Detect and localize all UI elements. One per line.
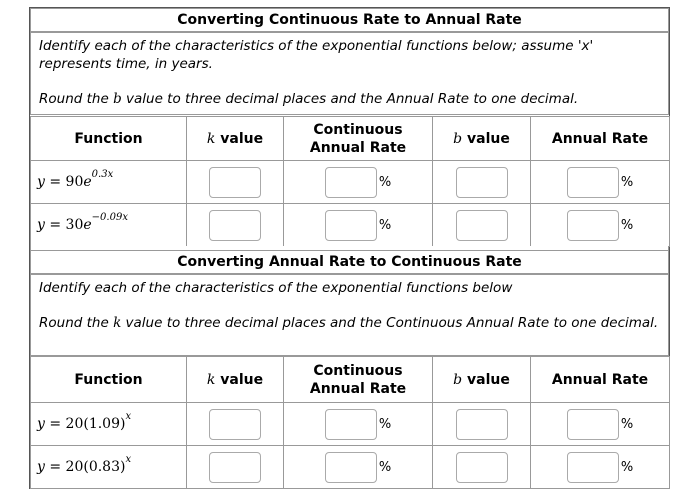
annual-rate-input[interactable]: [567, 452, 619, 483]
function-header: Function: [31, 357, 187, 403]
continuous-rate-input[interactable]: [325, 210, 377, 241]
b-value-input[interactable]: [456, 210, 508, 241]
function-expression: $y = 20(0.83)^x$: [31, 446, 187, 489]
percent-unit: %: [378, 174, 392, 190]
section2-title: Converting Annual Rate to Continuous Rate: [30, 250, 669, 274]
percent-unit: %: [378, 217, 392, 233]
function-expression: $y = 30e^{-0.09x}$: [31, 204, 187, 247]
section2-round-text: Round the k value to three decimal places and the Continuous Annual Rate to one decimal.: [39, 315, 659, 331]
k-value-input[interactable]: [209, 452, 261, 483]
percent-unit: %: [620, 217, 634, 233]
table-row: [31, 204, 670, 247]
table-row: [31, 161, 670, 204]
section1-round-text: Round the b value to three decimal places and the Annual Rate to one decimal.: [39, 91, 579, 107]
k-value-header: k value: [187, 357, 284, 403]
section1-table: [30, 116, 670, 247]
percent-unit: %: [620, 459, 634, 475]
table-row: [31, 403, 670, 446]
continuous-rate-input[interactable]: [325, 409, 377, 440]
b-value-header: b value: [433, 357, 531, 403]
function-expression: $y = 90e^{0.3x}$: [31, 161, 187, 204]
continuous-rate-header: Continuous Annual Rate: [284, 117, 433, 161]
function-expression: $y = 20(1.09)^x$: [31, 403, 187, 446]
k-value-input[interactable]: [209, 167, 261, 198]
percent-unit: %: [378, 459, 392, 475]
annual-rate-input[interactable]: [567, 409, 619, 440]
k-value-input[interactable]: [209, 210, 261, 241]
section2-table: [30, 356, 670, 489]
section1-title: Converting Continuous Rate to Annual Rate: [30, 8, 669, 32]
b-value-input[interactable]: [456, 452, 508, 483]
percent-unit: %: [620, 416, 634, 432]
table-row: [31, 446, 670, 489]
percent-unit: %: [620, 174, 634, 190]
percent-unit: %: [378, 416, 392, 432]
annual-rate-header: Annual Rate: [531, 117, 670, 161]
continuous-rate-input[interactable]: [325, 452, 377, 483]
k-value-header: k value: [187, 117, 284, 161]
annual-rate-input[interactable]: [567, 167, 619, 198]
annual-rate-input[interactable]: [567, 210, 619, 241]
section1-instructions: [30, 32, 669, 115]
section1-instruction-text: Identify each of the characteristics of the exponential functions below; assume 'x' represents time, in years.: [39, 38, 594, 72]
section2-header-row: [31, 357, 670, 403]
function-header: Function: [31, 117, 187, 161]
section1-header-row: [31, 117, 670, 161]
b-value-input[interactable]: [456, 167, 508, 198]
section2-instruction-text: Identify each of the characteristics of the exponential functions below: [39, 280, 513, 296]
continuous-rate-header: Continuous Annual Rate: [284, 357, 433, 403]
section2-instructions: [30, 274, 669, 356]
b-value-input[interactable]: [456, 409, 508, 440]
b-value-header: b value: [433, 117, 531, 161]
k-value-input[interactable]: [209, 409, 261, 440]
continuous-rate-input[interactable]: [325, 167, 377, 198]
annual-rate-header: Annual Rate: [531, 357, 670, 403]
